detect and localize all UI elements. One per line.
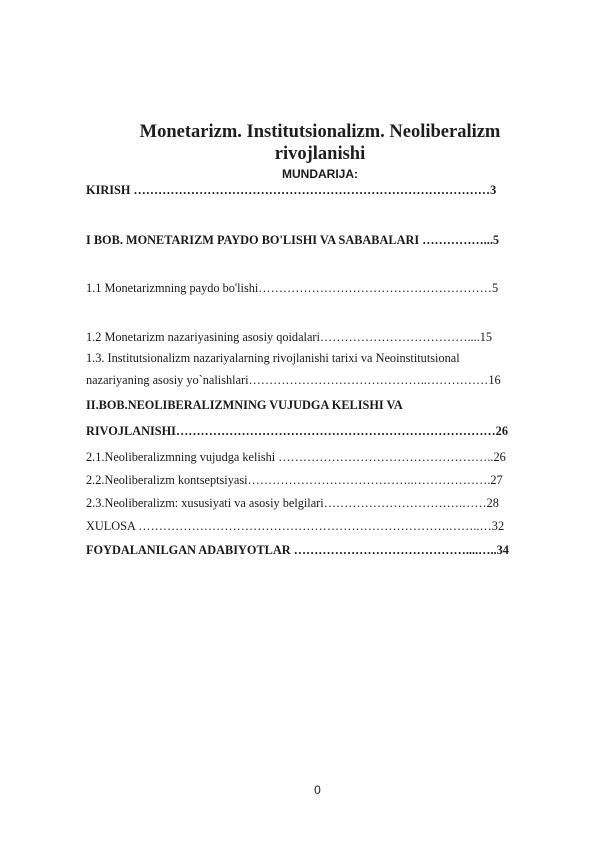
toc-entry-adabiyotlar: FOYDALANILGAN ADABIYOTLAR ……………………………………....…..34 (86, 543, 509, 557)
toc-entry-1-3: 1.3. Institutsionalizm nazariyalarning rivojlanishi tarixi va Neoinstitutsional (86, 351, 460, 365)
page-number: 0 (314, 783, 321, 797)
toc-heading: MUNDARIJA: (282, 167, 358, 181)
toc-entry-bob-1: I BOB. MONETARIZM PAYDO BO'LISHI VA SABABALARI ……………...5 (86, 233, 500, 247)
document-title (60, 121, 580, 165)
toc-entry-2-2: 2.2.Neoliberalizm kontseptsiyasi…………………………………..……………….27 (86, 473, 503, 487)
title-line-2: rivojlanishi (274, 144, 366, 164)
toc-entry-2-1: 2.1.Neoliberalizmning vujudga kelishi ……………………………………………..26 (86, 450, 506, 464)
toc-entry-bob-2-cont: RIVOJLANISHI……………………………………………………………………26 (86, 424, 508, 438)
toc-entry-bob-2: II.BOB.NEOLIBERALIZMNING VUJUDGA KELISHI VA (86, 398, 403, 412)
toc-entry-1-2: 1.2 Monetarizm nazariyasining asosiy qoidalari………………………………....15 (86, 330, 493, 344)
toc-entry-1-1: 1.1 Monetarizmning paydo bo'lishi…………………………………………………5 (86, 281, 499, 295)
toc-entry-kirish: KIRISH ……………………………………………………………………………3 (86, 183, 497, 197)
toc-entry-xulosa: XULOSA ………………………………………………………………….……..…32 (86, 519, 505, 533)
title-line-1: Monetarizm. Institutsionalizm. Neoliberalizm (139, 122, 501, 142)
toc-entry-1-3-cont: nazariyaning asosiy yo`nalishlari……………………………………..……………16 (86, 373, 501, 387)
toc-entry-2-3: 2.3.Neoliberalizm: xususiyati va asosiy belgilari…………………………….……28 (86, 496, 499, 510)
